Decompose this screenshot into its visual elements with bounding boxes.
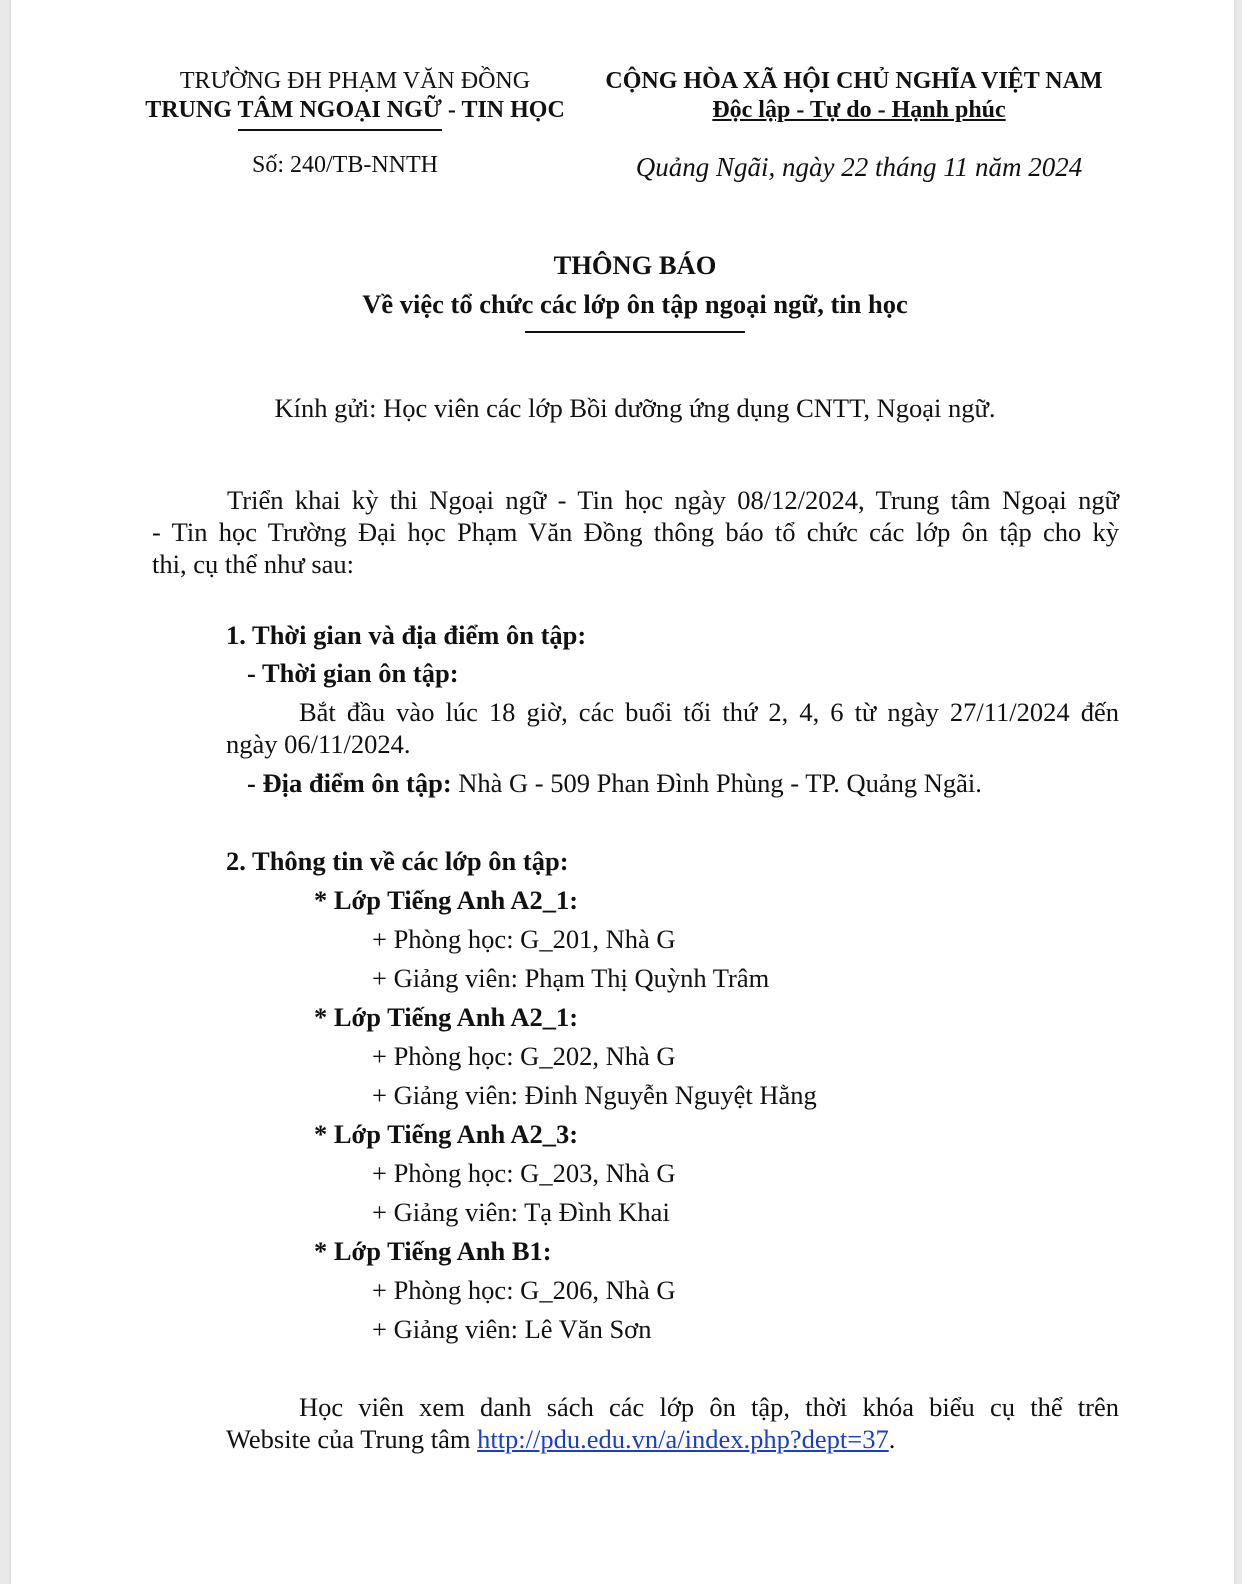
closing-prefix: Website của Trung tâm bbox=[226, 1424, 478, 1454]
place-label: - Địa điểm ôn tập: bbox=[247, 768, 452, 798]
doc-number: Số: 240/TB-NNTH bbox=[252, 152, 438, 178]
class-teacher: + Giảng viên: Phạm Thị Quỳnh Trâm bbox=[372, 963, 770, 993]
closing-line1: Học viên xem danh sách các lớp ôn tập, thời khóa biểu cụ thể trên bbox=[299, 1392, 1119, 1422]
nation-motto: Độc lập - Tự do - Hạnh phúc bbox=[712, 97, 1006, 123]
title-underline bbox=[525, 331, 745, 333]
class-name: * Lớp Tiếng Anh A2_1: bbox=[314, 1002, 579, 1032]
section2-heading: 2. Thông tin về các lớp ôn tập: bbox=[226, 846, 569, 876]
place-line bbox=[247, 768, 982, 799]
class-name: * Lớp Tiếng Anh A2_1: bbox=[314, 885, 579, 915]
closing-line2 bbox=[226, 1424, 895, 1455]
class-name: * Lớp Tiếng Anh B1: bbox=[314, 1236, 552, 1266]
doc-subtitle: Về việc tổ chức các lớp ôn tập ngoại ngữ, tin học bbox=[362, 289, 908, 319]
center-website-link[interactable]: http://pdu.edu.vn/a/index.php?dept=37 bbox=[477, 1424, 889, 1454]
time-line1: Bắt đầu vào lúc 18 giờ, các buổi tối thứ 2, 4, 6 từ ngày 27/11/2024 đến bbox=[299, 697, 1119, 727]
class-room: + Phòng học: G_203, Nhà G bbox=[372, 1158, 676, 1188]
class-teacher: + Giảng viên: Lê Văn Sơn bbox=[372, 1314, 652, 1344]
time-label: - Thời gian ôn tập: bbox=[247, 658, 459, 688]
class-teacher: + Giảng viên: Đinh Nguyễn Nguyệt Hằng bbox=[372, 1080, 817, 1110]
document-page bbox=[11, 0, 1234, 1584]
org-underline bbox=[238, 129, 442, 131]
place-date: Quảng Ngãi, ngày 22 tháng 11 năm 2024 bbox=[635, 152, 1083, 182]
org-line2: TRUNG TÂM NGOẠI NGỮ - TIN HỌC bbox=[145, 97, 565, 123]
class-teacher: + Giảng viên: Tạ Đình Khai bbox=[372, 1197, 670, 1227]
intro-line3: thi, cụ thể như sau: bbox=[152, 549, 355, 579]
org-line1: TRƯỜNG ĐH PHẠM VĂN ĐỒNG bbox=[179, 68, 531, 94]
recipient-line: Kính gửi: Học viên các lớp Bồi dưỡng ứng dụng CNTT, Ngoại ngữ. bbox=[274, 393, 996, 423]
doc-title: THÔNG BÁO bbox=[553, 250, 717, 280]
class-room: + Phòng học: G_201, Nhà G bbox=[372, 924, 676, 954]
class-name: * Lớp Tiếng Anh A2_3: bbox=[314, 1119, 579, 1149]
class-room: + Phòng học: G_206, Nhà G bbox=[372, 1275, 676, 1305]
intro-line2: - Tin học Trường Đại học Phạm Văn Đồng thông báo tổ chức các lớp ôn tập cho kỳ bbox=[152, 517, 1119, 547]
closing-suffix: . bbox=[888, 1424, 896, 1454]
intro-line1: Triển khai kỳ thi Ngoại ngữ - Tin học ngày 08/12/2024, Trung tâm Ngoại ngữ bbox=[227, 485, 1119, 515]
class-room: + Phòng học: G_202, Nhà G bbox=[372, 1041, 676, 1071]
place-value: Nhà G - 509 Phan Đình Phùng - TP. Quảng Ngãi. bbox=[451, 768, 982, 798]
section1-heading: 1. Thời gian và địa điểm ôn tập: bbox=[226, 620, 587, 650]
nation-line1: CỘNG HÒA XÃ HỘI CHỦ NGHĨA VIỆT NAM bbox=[605, 68, 1103, 94]
time-line2: ngày 06/11/2024. bbox=[226, 729, 411, 759]
